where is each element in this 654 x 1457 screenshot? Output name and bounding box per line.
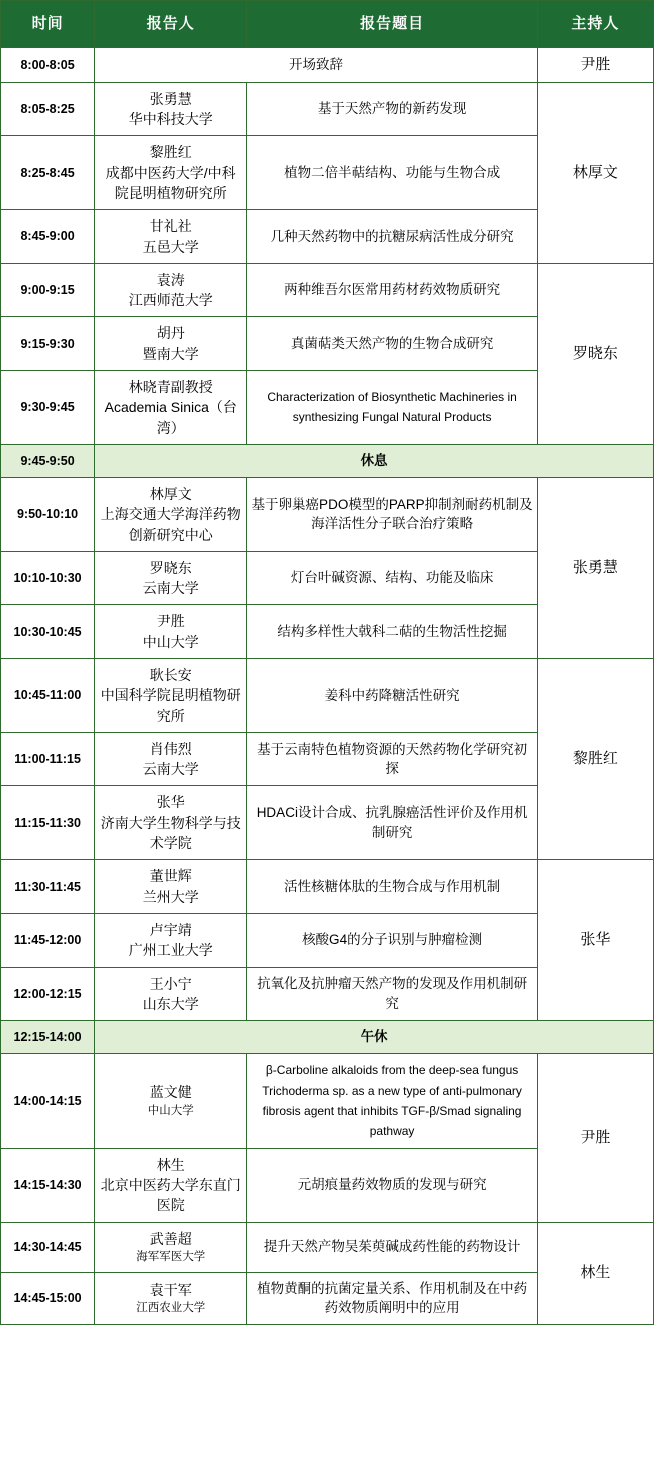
speaker-name: 耿长安 bbox=[149, 666, 192, 683]
speaker-name: 胡丹 bbox=[156, 325, 185, 342]
speaker-affiliation: 暨南大学 bbox=[142, 345, 199, 362]
cell-talk-title: 结构多样性大戟科二萜的生物活性挖掘 bbox=[247, 605, 537, 659]
cell-speaker bbox=[95, 263, 247, 317]
table-row bbox=[1, 444, 654, 477]
cell-time: 9:00-9:15 bbox=[1, 263, 95, 317]
cell-speaker bbox=[95, 371, 247, 445]
speaker-affiliation: 中山大学 bbox=[142, 633, 199, 650]
cell-talk-title: 基于云南特色植物资源的天然药物化学研究初探 bbox=[247, 732, 537, 786]
cell-speaker bbox=[95, 658, 247, 732]
speaker-name: 黎胜红 bbox=[149, 144, 192, 161]
cell-speaker bbox=[95, 1148, 247, 1222]
cell-talk-title: 元胡痕量药效物质的发现与研究 bbox=[247, 1148, 537, 1222]
cell-talk-title: 灯台叶碱资源、结构、功能及临床 bbox=[247, 551, 537, 605]
cell-time: 8:00-8:05 bbox=[1, 48, 95, 83]
speaker-name: 林晓青副教授 bbox=[128, 379, 213, 396]
speaker-name: 袁涛 bbox=[156, 271, 185, 288]
speaker-affiliation: 广州工业大学 bbox=[128, 942, 213, 959]
cell-speaker bbox=[95, 967, 247, 1021]
cell-time: 9:15-9:30 bbox=[1, 317, 95, 371]
table-row bbox=[1, 1054, 654, 1149]
table-row bbox=[1, 860, 654, 914]
cell-talk-title: 抗氧化及抗肿瘤天然产物的发现及作用机制研究 bbox=[247, 967, 537, 1021]
cell-time: 14:30-14:45 bbox=[1, 1222, 95, 1272]
speaker-affiliation: 中国科学院昆明植物研究所 bbox=[100, 687, 241, 724]
cell-time: 11:15-11:30 bbox=[1, 786, 95, 860]
cell-speaker bbox=[95, 786, 247, 860]
cell-talk-title: 基于卵巢癌PDO模型的PARP抑制剂耐药机制及海洋活性分子联合治疗策略 bbox=[247, 477, 537, 551]
cell-speaker bbox=[95, 605, 247, 659]
header-row bbox=[1, 1, 654, 48]
table-row bbox=[1, 48, 654, 83]
cell-host: 林厚文 bbox=[537, 82, 653, 263]
cell-host: 罗晓东 bbox=[537, 263, 653, 444]
cell-speaker bbox=[95, 1272, 247, 1324]
table-row bbox=[1, 1021, 654, 1054]
speaker-name: 卢宇靖 bbox=[149, 921, 192, 938]
cell-break-label: 休息 bbox=[95, 444, 654, 477]
speaker-name: 蓝文健 bbox=[149, 1084, 192, 1101]
speaker-name: 董世辉 bbox=[149, 868, 192, 885]
cell-speaker bbox=[95, 1222, 247, 1272]
speaker-affiliation: 五邑大学 bbox=[142, 238, 199, 255]
cell-speaker bbox=[95, 136, 247, 210]
cell-speaker bbox=[95, 913, 247, 967]
speaker-name: 罗晓东 bbox=[149, 559, 192, 576]
cell-speaker bbox=[95, 551, 247, 605]
cell-time: 14:00-14:15 bbox=[1, 1054, 95, 1149]
speaker-affiliation: 济南大学生物科学与技术学院 bbox=[100, 814, 241, 852]
speaker-name: 林生 bbox=[156, 1156, 185, 1173]
cell-talk-title: 几种天然药物中的抗糖尿病活性成分研究 bbox=[247, 210, 537, 264]
speaker-affiliation: 云南大学 bbox=[142, 580, 199, 597]
speaker-name: 袁干军 bbox=[149, 1281, 192, 1298]
speaker-name: 武善超 bbox=[149, 1230, 192, 1247]
cell-talk-title: β-Carboline alkaloids from the deep-sea fungus Trichoderma sp. as a new type of anti-pulmonary fibrosis agent that inhibits TGF-β/Smad signaling pathway bbox=[247, 1054, 537, 1149]
cell-time: 10:10-10:30 bbox=[1, 551, 95, 605]
cell-time: 8:45-9:00 bbox=[1, 210, 95, 264]
column-header-host: 主持人 bbox=[537, 1, 653, 48]
column-header-speaker: 报告人 bbox=[95, 1, 247, 48]
speaker-name: 甘礼社 bbox=[149, 218, 192, 235]
speaker-affiliation: Academia Sinica（台湾） bbox=[104, 399, 237, 436]
cell-talk-title: HDACi设计合成、抗乳腺癌活性评价及作用机制研究 bbox=[247, 786, 537, 860]
cell-time: 8:05-8:25 bbox=[1, 82, 95, 136]
cell-time: 11:45-12:00 bbox=[1, 913, 95, 967]
cell-talk-title: 植物二倍半萜结构、功能与生物合成 bbox=[247, 136, 537, 210]
cell-speaker bbox=[95, 1054, 247, 1149]
speaker-affiliation: 山东大学 bbox=[142, 995, 199, 1012]
cell-talk-title: 提升天然产物吴茱萸碱成药性能的药物设计 bbox=[247, 1222, 537, 1272]
cell-time: 8:25-8:45 bbox=[1, 136, 95, 210]
cell-host: 尹胜 bbox=[537, 48, 653, 83]
speaker-affiliation: 云南大学 bbox=[142, 761, 199, 778]
cell-speaker bbox=[95, 477, 247, 551]
cell-talk-title: 活性核糖体肽的生物合成与作用机制 bbox=[247, 860, 537, 914]
table-row bbox=[1, 1222, 654, 1272]
cell-speaker bbox=[95, 317, 247, 371]
column-header-title: 报告题目 bbox=[247, 1, 537, 48]
speaker-affiliation: 中山大学 bbox=[147, 1104, 194, 1117]
cell-time: 12:15-14:00 bbox=[1, 1021, 95, 1054]
speaker-name: 尹胜 bbox=[156, 613, 185, 630]
cell-speaker bbox=[95, 860, 247, 914]
table-row bbox=[1, 263, 654, 317]
cell-time: 14:45-15:00 bbox=[1, 1272, 95, 1324]
cell-time: 9:30-9:45 bbox=[1, 371, 95, 445]
speaker-affiliation: 江西师范大学 bbox=[128, 292, 213, 309]
cell-talk-title: Characterization of Biosynthetic Machineries in synthesizing Fungal Natural Products bbox=[247, 371, 537, 445]
cell-time: 12:00-12:15 bbox=[1, 967, 95, 1021]
speaker-affiliation: 上海交通大学海洋药物创新研究中心 bbox=[100, 506, 241, 543]
speaker-name: 张勇慧 bbox=[149, 90, 192, 107]
speaker-affiliation: 北京中医药大学东直门医院 bbox=[100, 1177, 241, 1214]
cell-host: 张华 bbox=[537, 860, 653, 1021]
table-body bbox=[1, 48, 654, 1325]
cell-talk-title: 基于天然产物的新药发现 bbox=[247, 82, 537, 136]
speaker-name: 王小宁 bbox=[149, 975, 192, 992]
cell-talk-title: 真菌萜类天然产物的生物合成研究 bbox=[247, 317, 537, 371]
cell-time: 9:45-9:50 bbox=[1, 444, 95, 477]
cell-time: 11:30-11:45 bbox=[1, 860, 95, 914]
speaker-affiliation: 成都中医药大学/中科院昆明植物研究所 bbox=[105, 164, 236, 201]
speaker-affiliation: 江西农业大学 bbox=[136, 1301, 206, 1314]
table-row bbox=[1, 477, 654, 551]
speaker-affiliation: 兰州大学 bbox=[142, 888, 199, 905]
cell-host: 黎胜红 bbox=[537, 658, 653, 859]
speaker-name: 肖伟烈 bbox=[149, 740, 192, 757]
cell-talk-title: 植物黄酮的抗菌定量关系、作用机制及在中药药效物质阐明中的应用 bbox=[247, 1272, 537, 1324]
cell-talk-title: 姜科中药降糖活性研究 bbox=[247, 658, 537, 732]
speaker-affiliation: 华中科技大学 bbox=[128, 111, 213, 128]
cell-talk-title: 两种维吾尔医常用药材药效物质研究 bbox=[247, 263, 537, 317]
cell-time: 9:50-10:10 bbox=[1, 477, 95, 551]
cell-host: 林生 bbox=[537, 1222, 653, 1324]
cell-break-label: 午休 bbox=[95, 1021, 654, 1054]
cell-time: 10:45-11:00 bbox=[1, 658, 95, 732]
cell-talk-title: 核酸G4的分子识别与肿瘤检测 bbox=[247, 913, 537, 967]
column-header-time: 时间 bbox=[1, 1, 95, 48]
cell-host: 尹胜 bbox=[537, 1054, 653, 1222]
cell-speaker bbox=[95, 732, 247, 786]
cell-speaker bbox=[95, 82, 247, 136]
table-row bbox=[1, 82, 654, 136]
cell-time: 10:30-10:45 bbox=[1, 605, 95, 659]
table-header bbox=[1, 1, 654, 48]
cell-host: 张勇慧 bbox=[537, 477, 653, 658]
cell-opening-title: 开场致辞 bbox=[95, 48, 538, 83]
table-row bbox=[1, 658, 654, 732]
cell-time: 11:00-11:15 bbox=[1, 732, 95, 786]
speaker-name: 张华 bbox=[156, 794, 185, 811]
cell-speaker bbox=[95, 210, 247, 264]
speaker-affiliation: 海军军医大学 bbox=[136, 1250, 206, 1263]
speaker-name: 林厚文 bbox=[149, 485, 192, 502]
cell-time: 14:15-14:30 bbox=[1, 1148, 95, 1222]
